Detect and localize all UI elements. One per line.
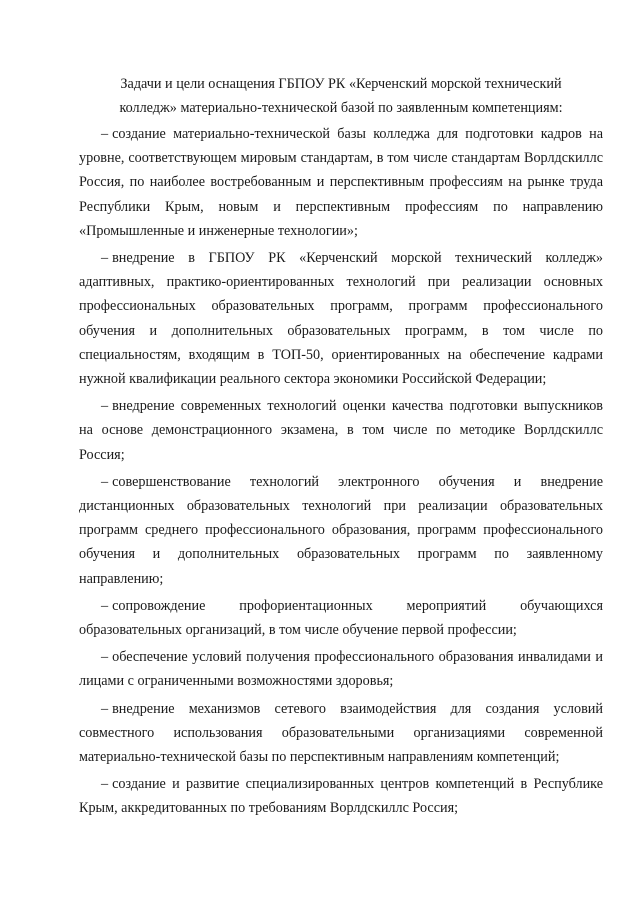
document-page bbox=[79, 72, 603, 824]
list-item bbox=[79, 645, 603, 693]
list-item-text: совершенствование технологий электронного обучения и внедрение дистанционных образовательных технологий при реализации образовательных программ среднего профессионального образования, программ профессионального обучения и дополнительных образовательных программ по заявленному направлению; bbox=[79, 473, 603, 587]
list-bullet: – bbox=[101, 250, 109, 267]
list-bullet: – bbox=[101, 776, 109, 793]
list-bullet: – bbox=[101, 473, 109, 490]
list-item bbox=[79, 470, 603, 591]
list-item bbox=[79, 594, 603, 642]
list-item-text: внедрение современных технологий оценки качества подготовки выпускников на основе демонстрационного экзамена, в том числе по методике Ворлдскиллс Россия; bbox=[79, 398, 603, 463]
list-item bbox=[79, 246, 603, 391]
heading-line-2: колледж» материально-технической базой по заявленным компетенциям: bbox=[119, 100, 563, 116]
list-item-text: создание материально-технической базы колледжа для подготовки кадров на уровне, соответствующем мировым стандартам, в том числе стандартам Ворлдскиллс Россия, по наиболее востребованным и перспективным профессиям на рынке труда Республики Крым, новым и перспективным профессиям по направлению «Промышленные и инженерные технологии»; bbox=[79, 126, 603, 239]
list-item-text: сопровождение профориентационных мероприятий обучающихся образовательных организаций, в том числе обучение первой профессии; bbox=[79, 597, 603, 639]
list-item-text: создание и развитие специализированных центров компетенций в Республике Крым, аккредитованных по требованиям Ворлдскиллс Россия; bbox=[79, 776, 603, 817]
list-item bbox=[79, 697, 603, 770]
list-bullet: – bbox=[101, 398, 109, 415]
list-bullet: – bbox=[101, 597, 109, 614]
list-bullet: – bbox=[101, 126, 109, 142]
list-item-text: обеспечение условий получения профессионального образования инвалидами и лицами с ограниченными возможностями здоровья; bbox=[79, 649, 603, 690]
heading-line-1: Задачи и цели оснащения ГБПОУ РК «Керченский морской технический bbox=[120, 76, 562, 92]
list-bullet: – bbox=[101, 649, 109, 666]
list-item bbox=[79, 122, 603, 243]
list-item bbox=[79, 772, 603, 820]
list-bullet: – bbox=[101, 700, 109, 717]
list-item bbox=[79, 394, 603, 467]
list-item-text: внедрение в ГБПОУ РК «Керченский морской технический колледж» адаптивных, практико-ориентированных технологий при реализации основных профессиональных образовательных программ, программ профессионального обучения и дополнительных образовательных программ, в том числе по специальностям, входящим в ТОП-50, ориентированных на обеспечение кадрами нужной квалификации реального сектора экономики Российской Федерации; bbox=[79, 250, 603, 388]
list-item-text: внедрение механизмов сетевого взаимодействия для создания условий совместного использования образовательными организациями современной материально-технической базы по перспективным направлениям компетенций; bbox=[79, 700, 603, 766]
document-heading bbox=[79, 72, 603, 120]
